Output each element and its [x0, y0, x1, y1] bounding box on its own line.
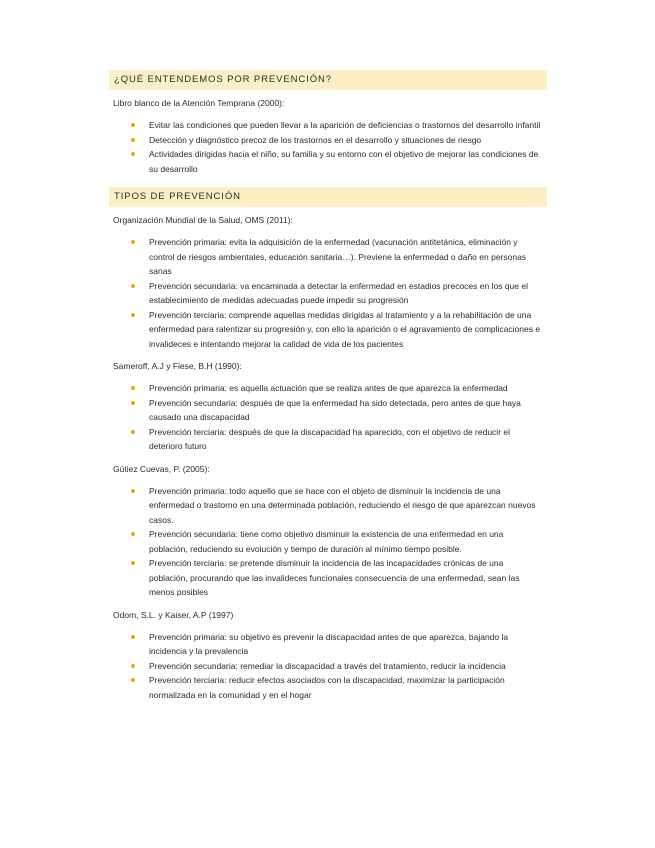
- list-item-text: Prevención primaria: es aquella actuación que se realiza antes de que aparezca la enfermedad: [149, 383, 508, 393]
- list-item: [109, 556, 547, 600]
- list-item: [109, 279, 547, 308]
- section-header-que-entendemos: ¿QUÉ ENTENDEMOS POR PREVENCIÓN?: [109, 70, 547, 90]
- source-oms: Organización Mundial de la Salud, OMS (2011):: [113, 215, 293, 225]
- bullet-icon: [131, 152, 135, 156]
- list-item-text: Evitar las condiciones que pueden llevar a la aparición de deficiencias o trastornos del desarrollo infantil: [149, 120, 541, 130]
- list-item-text: Prevención secundaria: va encaminada a detectar la enfermedad en estadios precoces en los que el establecimiento de medidas adecuadas puede impedir su progresión: [149, 280, 528, 305]
- list-item: [109, 308, 547, 352]
- document-page: [109, 70, 547, 702]
- list-item: [109, 673, 547, 702]
- bullet-icon: [131, 635, 135, 639]
- list-item-text: Prevención terciaria: se pretende disminuir la incidencia de las incapacidades crónicas de una población, procurando que las invalideces funcionales consecuencia de una enfermedad, sean las menos posibles: [149, 558, 520, 597]
- list-item: [109, 396, 547, 425]
- list-item: [109, 527, 547, 556]
- list-item: [109, 484, 547, 528]
- list-item-text: Actividades dirigidas hacia el niño, su familia y su entorno con el objetivo de mejorar las condiciones de su desarrollo: [149, 149, 539, 174]
- bullet-icon: [131, 386, 135, 390]
- bullet-icon: [131, 532, 135, 536]
- bullet-icon: [131, 284, 135, 288]
- source-sameroff: Sameroff, A.J y Fiese, B.H (1990):: [113, 361, 242, 371]
- bullet-icon: [131, 123, 135, 127]
- bullet-list-libro-blanco: [109, 118, 547, 176]
- list-item-text: Prevención primaria: evita la adquisición de la enfermedad (vacunación antitetánica, eliminación y control de riesgos ambientales, educación sanitaria…). Previene la enfermedad o daño en personas sanas: [149, 237, 527, 276]
- bullet-list-odom: [109, 630, 547, 703]
- bullet-list-sameroff: [109, 381, 547, 454]
- bullet-icon: [131, 240, 135, 244]
- list-item: [109, 659, 547, 674]
- bullet-icon: [131, 138, 135, 142]
- bullet-list-oms: [109, 235, 547, 351]
- bullet-icon: [131, 561, 135, 565]
- list-item: [109, 381, 547, 396]
- list-item-text: Prevención primaria: su objetivo es prevenir la discapacidad antes de que aparezca, bajando la incidencia y la prevalencia: [149, 631, 509, 656]
- bullet-icon: [131, 678, 135, 682]
- list-item: [109, 147, 547, 176]
- bullet-list-gutiez: [109, 484, 547, 600]
- list-item: [109, 425, 547, 454]
- list-item-text: Prevención secundaria: después de que la enfermedad ha sido detectada, pero antes de que haya causado una discapacidad: [149, 397, 521, 422]
- list-item-text: Prevención secundaria: tiene como objetivo disminuir la existencia de una enfermedad en una población, reduciendo su evolución y tiempo de duración al mínimo tiempo posible.: [149, 529, 504, 554]
- list-item-text: Prevención terciaria: reducir efectos asociados con la discapacidad, maximizar la participación normalizada en la comunidad y en el hogar: [149, 675, 505, 700]
- list-item-text: Prevención terciaria: comprende aquellas medidas dirigidas al tratamiento y a la rehabilitación de una enfermedad para ralentizar su progresión y, con ello la aparición o el agravamiento de complicaciones e invalideces e intentando mejorar la calidad de vida de los pacientes: [149, 309, 541, 349]
- list-item: [109, 133, 547, 148]
- section-header-tipos-de-prevencion: TIPOS DE PREVENCIÓN: [109, 187, 547, 207]
- bullet-icon: [131, 430, 135, 434]
- list-item-text: Prevención terciaria: después de que la discapacidad ha aparecido, con el objetivo de reducir el deterioro futuro: [149, 426, 511, 451]
- list-item-text: Prevención primaria: todo aquello que se hace con el objeto de disminuir la incidencia de una enfermedad o trastorno en una determinada población, reduciendo el riesgo de que aparezcan nuevos casos.: [149, 485, 536, 525]
- list-item-text: Prevención secundaria: remediar la discapacidad a través del tratamiento, reducir la incidencia: [149, 660, 506, 671]
- source-odom: Odom, S.L. y Kaiser, A.P (1997): [113, 609, 234, 620]
- list-item: [109, 118, 547, 133]
- source-libro-blanco: Libro blanco de la Atención Temprana (2000):: [113, 98, 285, 108]
- source-gutiez: Gútiez Cuevas, P. (2005):: [113, 463, 210, 474]
- bullet-icon: [131, 401, 135, 405]
- list-item-text: Detección y diagnóstico precoz de los trastornos en el desarrollo y situaciones de riesgo: [149, 134, 482, 145]
- bullet-icon: [131, 489, 135, 493]
- bullet-icon: [131, 664, 135, 668]
- list-item: [109, 235, 547, 279]
- list-item: [109, 630, 547, 659]
- bullet-icon: [131, 313, 135, 317]
